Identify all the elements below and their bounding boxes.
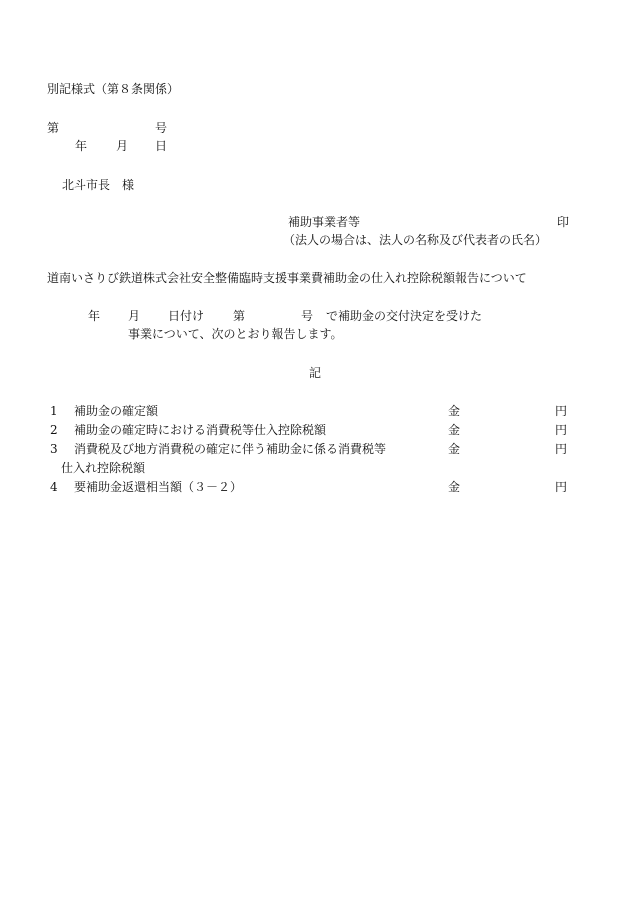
date-day: 日: [155, 139, 168, 153]
sender-note: （法人の場合は、法人の名称及び代表者の氏名）: [283, 233, 548, 247]
ki-heading: 記: [309, 366, 322, 380]
body-line1-text: で補助金の交付決定を受けた: [326, 309, 483, 323]
item-kin: 金: [448, 423, 461, 437]
body-no-suffix: 号: [301, 309, 314, 323]
item-number: 1: [50, 404, 58, 418]
item-kin: 金: [448, 404, 461, 418]
item-kin: 金: [448, 442, 461, 456]
seal-mark: 印: [557, 215, 570, 229]
body-year: 年: [88, 309, 101, 323]
sender-label: 補助事業者等: [288, 215, 361, 229]
item-label: 補助金の確定時における消費税等仕入控除税額: [74, 423, 327, 437]
item-label: 補助金の確定額: [74, 404, 159, 418]
date-month: 月: [116, 139, 129, 153]
body-dated: 日付け: [168, 309, 205, 323]
doc-number-suffix: 号: [155, 121, 168, 135]
item-yen: 円: [555, 480, 568, 494]
body-no-prefix: 第: [233, 309, 246, 323]
item-yen: 円: [555, 423, 568, 437]
doc-number-prefix: 第: [47, 121, 60, 135]
addressee: 北斗市長 様: [62, 178, 135, 192]
item-number: 3: [50, 442, 58, 456]
item-label-continued: 仕入れ控除税額: [61, 461, 146, 475]
subject: 道南いさりび鉄道株式会社安全整備臨時支援事業費補助金の仕入れ控除税額報告について: [47, 271, 527, 285]
form-label: 別記様式（第８条関係）: [47, 82, 180, 96]
item-number: 4: [50, 480, 58, 494]
item-yen: 円: [555, 404, 568, 418]
body-line2: 事業について、次のとおり報告します。: [128, 327, 343, 341]
date-year: 年: [75, 139, 88, 153]
item-yen: 円: [555, 442, 568, 456]
item-kin: 金: [448, 480, 461, 494]
item-number: 2: [50, 423, 58, 437]
body-month: 月: [128, 309, 141, 323]
item-label: 要補助金返還相当額（３－２）: [74, 480, 243, 494]
item-label: 消費税及び地方消費税の確定に伴う補助金に係る消費税等: [74, 442, 387, 456]
